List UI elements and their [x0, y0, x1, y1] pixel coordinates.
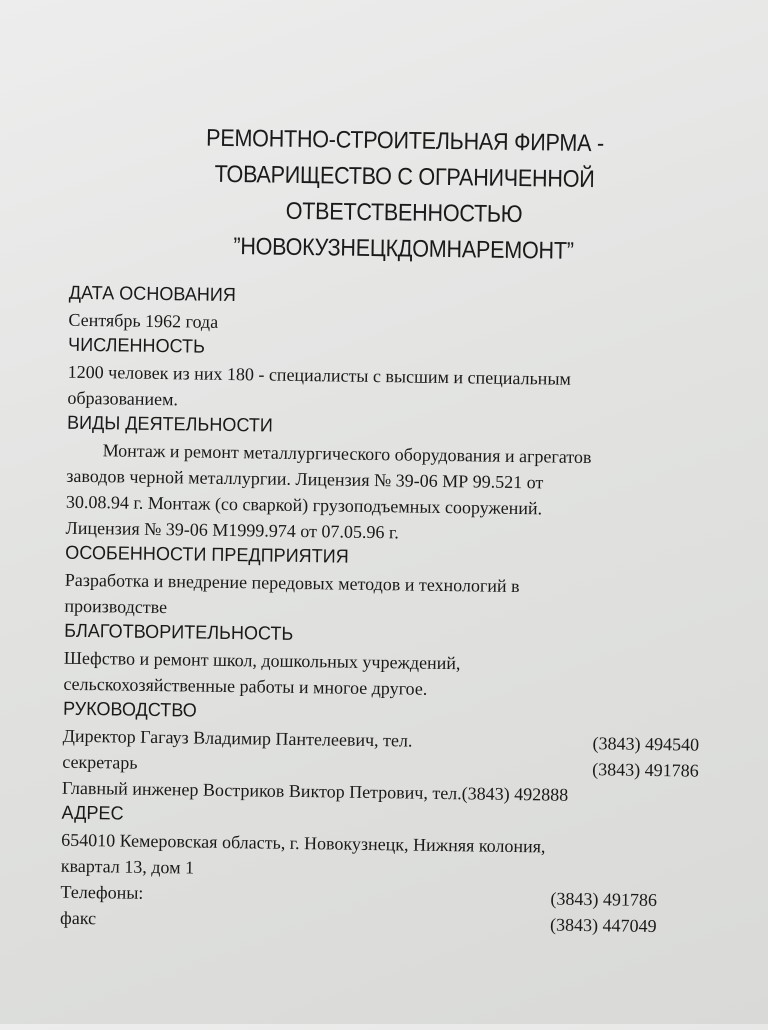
- title-line: ТОВАРИЩЕСТВО С ОГРАНИЧЕННОЙ: [214, 160, 595, 194]
- staff-heading: ЧИСЛЕННОСТЬ: [67, 334, 206, 358]
- staff-line: 1200 человек из них 180 - специалисты с высшим и специальным: [67, 361, 572, 389]
- management-heading: РУКОВОДСТВО: [62, 698, 197, 722]
- document-body: [60, 281, 729, 940]
- activities-line: заводов черной металлургии. Лицензия № 39-06 МР 99.521 от: [66, 465, 544, 493]
- address-heading: АДРЕС: [61, 802, 124, 825]
- staff-line: образованием.: [67, 387, 179, 410]
- features-line: производстве: [64, 595, 168, 618]
- fax-label: факс: [60, 907, 97, 929]
- phones-value: (3843) 491786: [550, 888, 658, 911]
- phones-label: Телефоны:: [60, 881, 144, 903]
- director-phone: (3843) 494540: [592, 733, 700, 755]
- title-line: ”НОВОКУЗНЕЦКДОМНАРЕМОНТ”: [233, 233, 574, 265]
- secretary-phone: (3843) 491786: [592, 759, 699, 781]
- address-line: квартал 13, дом 1: [60, 855, 195, 878]
- activities-heading: ВИДЫ ДЕЯТЕЛЬНОСТИ: [66, 412, 273, 437]
- director-name: Директор Гагауз Владимир Пантелеевич, тел.: [62, 725, 413, 751]
- activities-line: 30.08.94 г. Монтаж (со сваркой) грузоподъемных сооружений.: [65, 491, 543, 519]
- title-line: ОТВЕТСТВЕННОСТЬЮ: [285, 197, 523, 229]
- document-title: [124, 120, 684, 272]
- charity-line: сельскохозяйственные работы и многое другое.: [63, 673, 428, 699]
- address-line: 654010 Кемеровская область, г. Новокузнецк, Нижняя колония,: [61, 829, 546, 857]
- activities-line: Лицензия № 39-06 М1999.974 от 07.05.96 г.: [65, 517, 399, 543]
- charity-heading: БЛАГОТВОРИТЕЛЬНОСТЬ: [63, 620, 294, 645]
- engineer-line: Главный инженер Востриков Виктор Петрович, тел.(3843) 492888: [61, 777, 569, 805]
- fax-value: (3843) 447049: [549, 914, 657, 937]
- title-line: РЕМОНТНО-СТРОИТЕЛЬНАЯ ФИРМА -: [205, 124, 605, 158]
- founding-heading: ДАТА ОСНОВАНИЯ: [68, 282, 237, 307]
- activities-line: Монтаж и ремонт металлургического оборудования и агрегатов: [102, 440, 592, 468]
- features-heading: ОСОБЕННОСТИ ПРЕДПРИЯТИЯ: [65, 542, 349, 568]
- secretary-label: секретарь: [62, 751, 138, 773]
- features-line: Разработка и внедрение передовых методов и технологий в: [64, 569, 520, 597]
- charity-line: Шефство и ремонт школ, дошкольных учреждений,: [63, 647, 461, 674]
- founding-text: Сентябрь 1962 года: [68, 309, 219, 332]
